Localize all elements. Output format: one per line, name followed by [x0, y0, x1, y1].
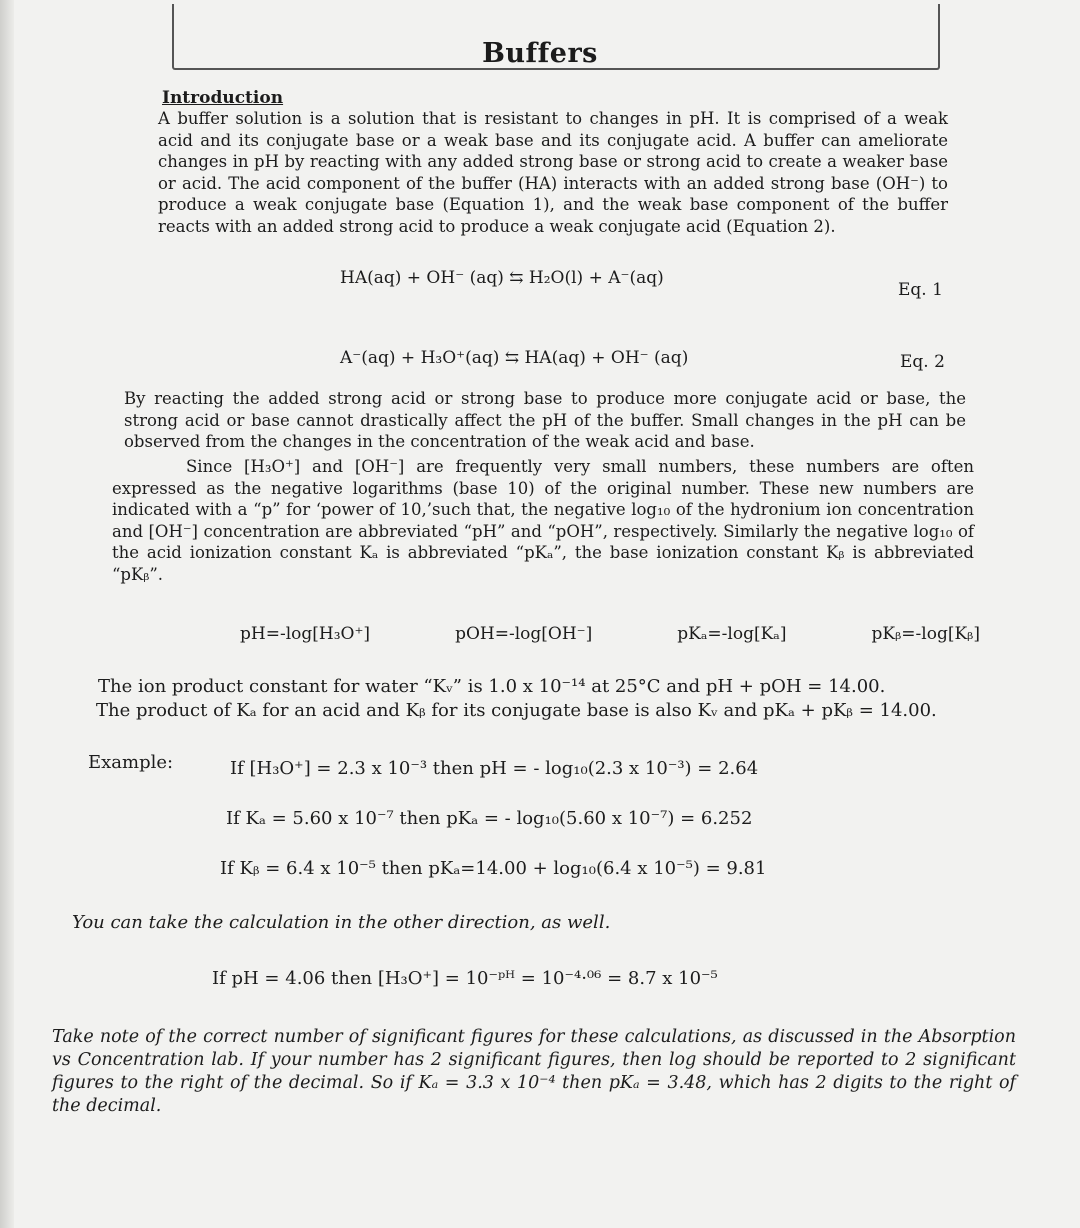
other-direction-text: You can take the calculation in the other direction, as well.: [72, 912, 611, 933]
reverse-example: If pH = 4.06 then [H₃O⁺] = 10⁻ᵖᴴ = 10⁻⁴·⁰⁶ = 8.7 x 10⁻⁵: [212, 968, 718, 989]
intro-paragraph: A buffer solution is a solution that is resistant to changes in pH. It is comprised of a weak acid and its conjugate base or a weak base and its conjugate acid. A buffer can ameliorate changes in pH by reacting with any added strong base or strong acid to create a weaker base or acid. The acid component of the buffer (HA) interacts with an added strong base (OH⁻) to produce a weak conjugate base (Equation 1), and the weak base component of the buffer reacts with an added strong acid to produce a weak conjugate acid (Equation 2).: [158, 109, 948, 236]
example-ph: If [H₃O⁺] = 2.3 x 10⁻³ then pH = - log₁₀(2.3 x 10⁻³) = 2.64: [230, 758, 759, 779]
example-label: Example:: [88, 752, 174, 773]
page-edge-shadow: [0, 0, 14, 1228]
equation-2-label: Eq. 2: [900, 352, 945, 372]
kw-statement: The ion product constant for water “Kᵥ” is 1.0 x 10⁻¹⁴ at 25°C and pH + pOH = 14.00.: [98, 676, 886, 697]
sig-fig-note: Take note of the correct number of significant figures for these calculations, as discussed in the Absorption vs Concentration lab. If your number has 2 significant figures, then log should be reported to 2 significant figures to the right of the decimal. So if Kₐ = 3.3 x 10⁻⁴ then pKₐ = 3.48, which has 2 digits to the right of the decimal.: [52, 1027, 1016, 1116]
example-pka: If Kₐ = 5.60 x 10⁻⁷ then pKₐ = - log₁₀(5.60 x 10⁻⁷) = 6.252: [226, 808, 753, 829]
paragraph-strong-acid: By reacting the added strong acid or strong base to produce more conjugate acid or base, the strong acid or base cannot drastically affect the pH of the buffer. Small changes in the pH can be observed from the changes in the concentration of the weak acid and base.: [124, 389, 966, 451]
section-heading-introduction: Introduction: [162, 88, 284, 108]
example-pkb: If Kᵦ = 6.4 x 10⁻⁵ then pKₐ=14.00 + log₁₀(6.4 x 10⁻⁵) = 9.81: [220, 858, 767, 879]
paragraph-logarithms: Since [H₃O⁺] and [OH⁻] are frequently very small numbers, these numbers are often expressed as the negative logarithms (base 10) of the original number. These new numbers are indicated with a “p” for ‘power of 10,’such that, the negative log₁₀ of the hydronium ion concentration and [OH⁻] concentration are abbreviated “pH” and “pOH”, respectively. Similarly the negative log₁₀ of the acid ionization constant Kₐ is abbreviated “pKₐ”, the base ionization constant Kᵦ is abbreviated “pKᵦ”.: [112, 457, 974, 584]
log-definitions: [240, 624, 980, 644]
equation-1: HA(aq) + OH⁻ (aq) ⇆ H₂O(l) + A⁻(aq): [340, 268, 664, 288]
equation-1-label: Eq. 1: [898, 280, 943, 300]
ka-kb-statement: The product of Kₐ for an acid and Kᵦ for its conjugate base is also Kᵥ and pKₐ + pKᵦ = 14.00.: [96, 700, 937, 721]
ph-definition: pH=-log[H₃O⁺]: [240, 624, 371, 644]
poh-definition: pOH=-log[OH⁻]: [455, 624, 593, 644]
equation-2: A⁻(aq) + H₃O⁺(aq) ⇆ HA(aq) + OH⁻ (aq): [340, 348, 689, 368]
page-title: Buffers: [482, 38, 598, 69]
pka-definition: pKₐ=-log[Kₐ]: [677, 624, 787, 644]
pkb-definition: pKᵦ=-log[Kᵦ]: [871, 624, 980, 644]
